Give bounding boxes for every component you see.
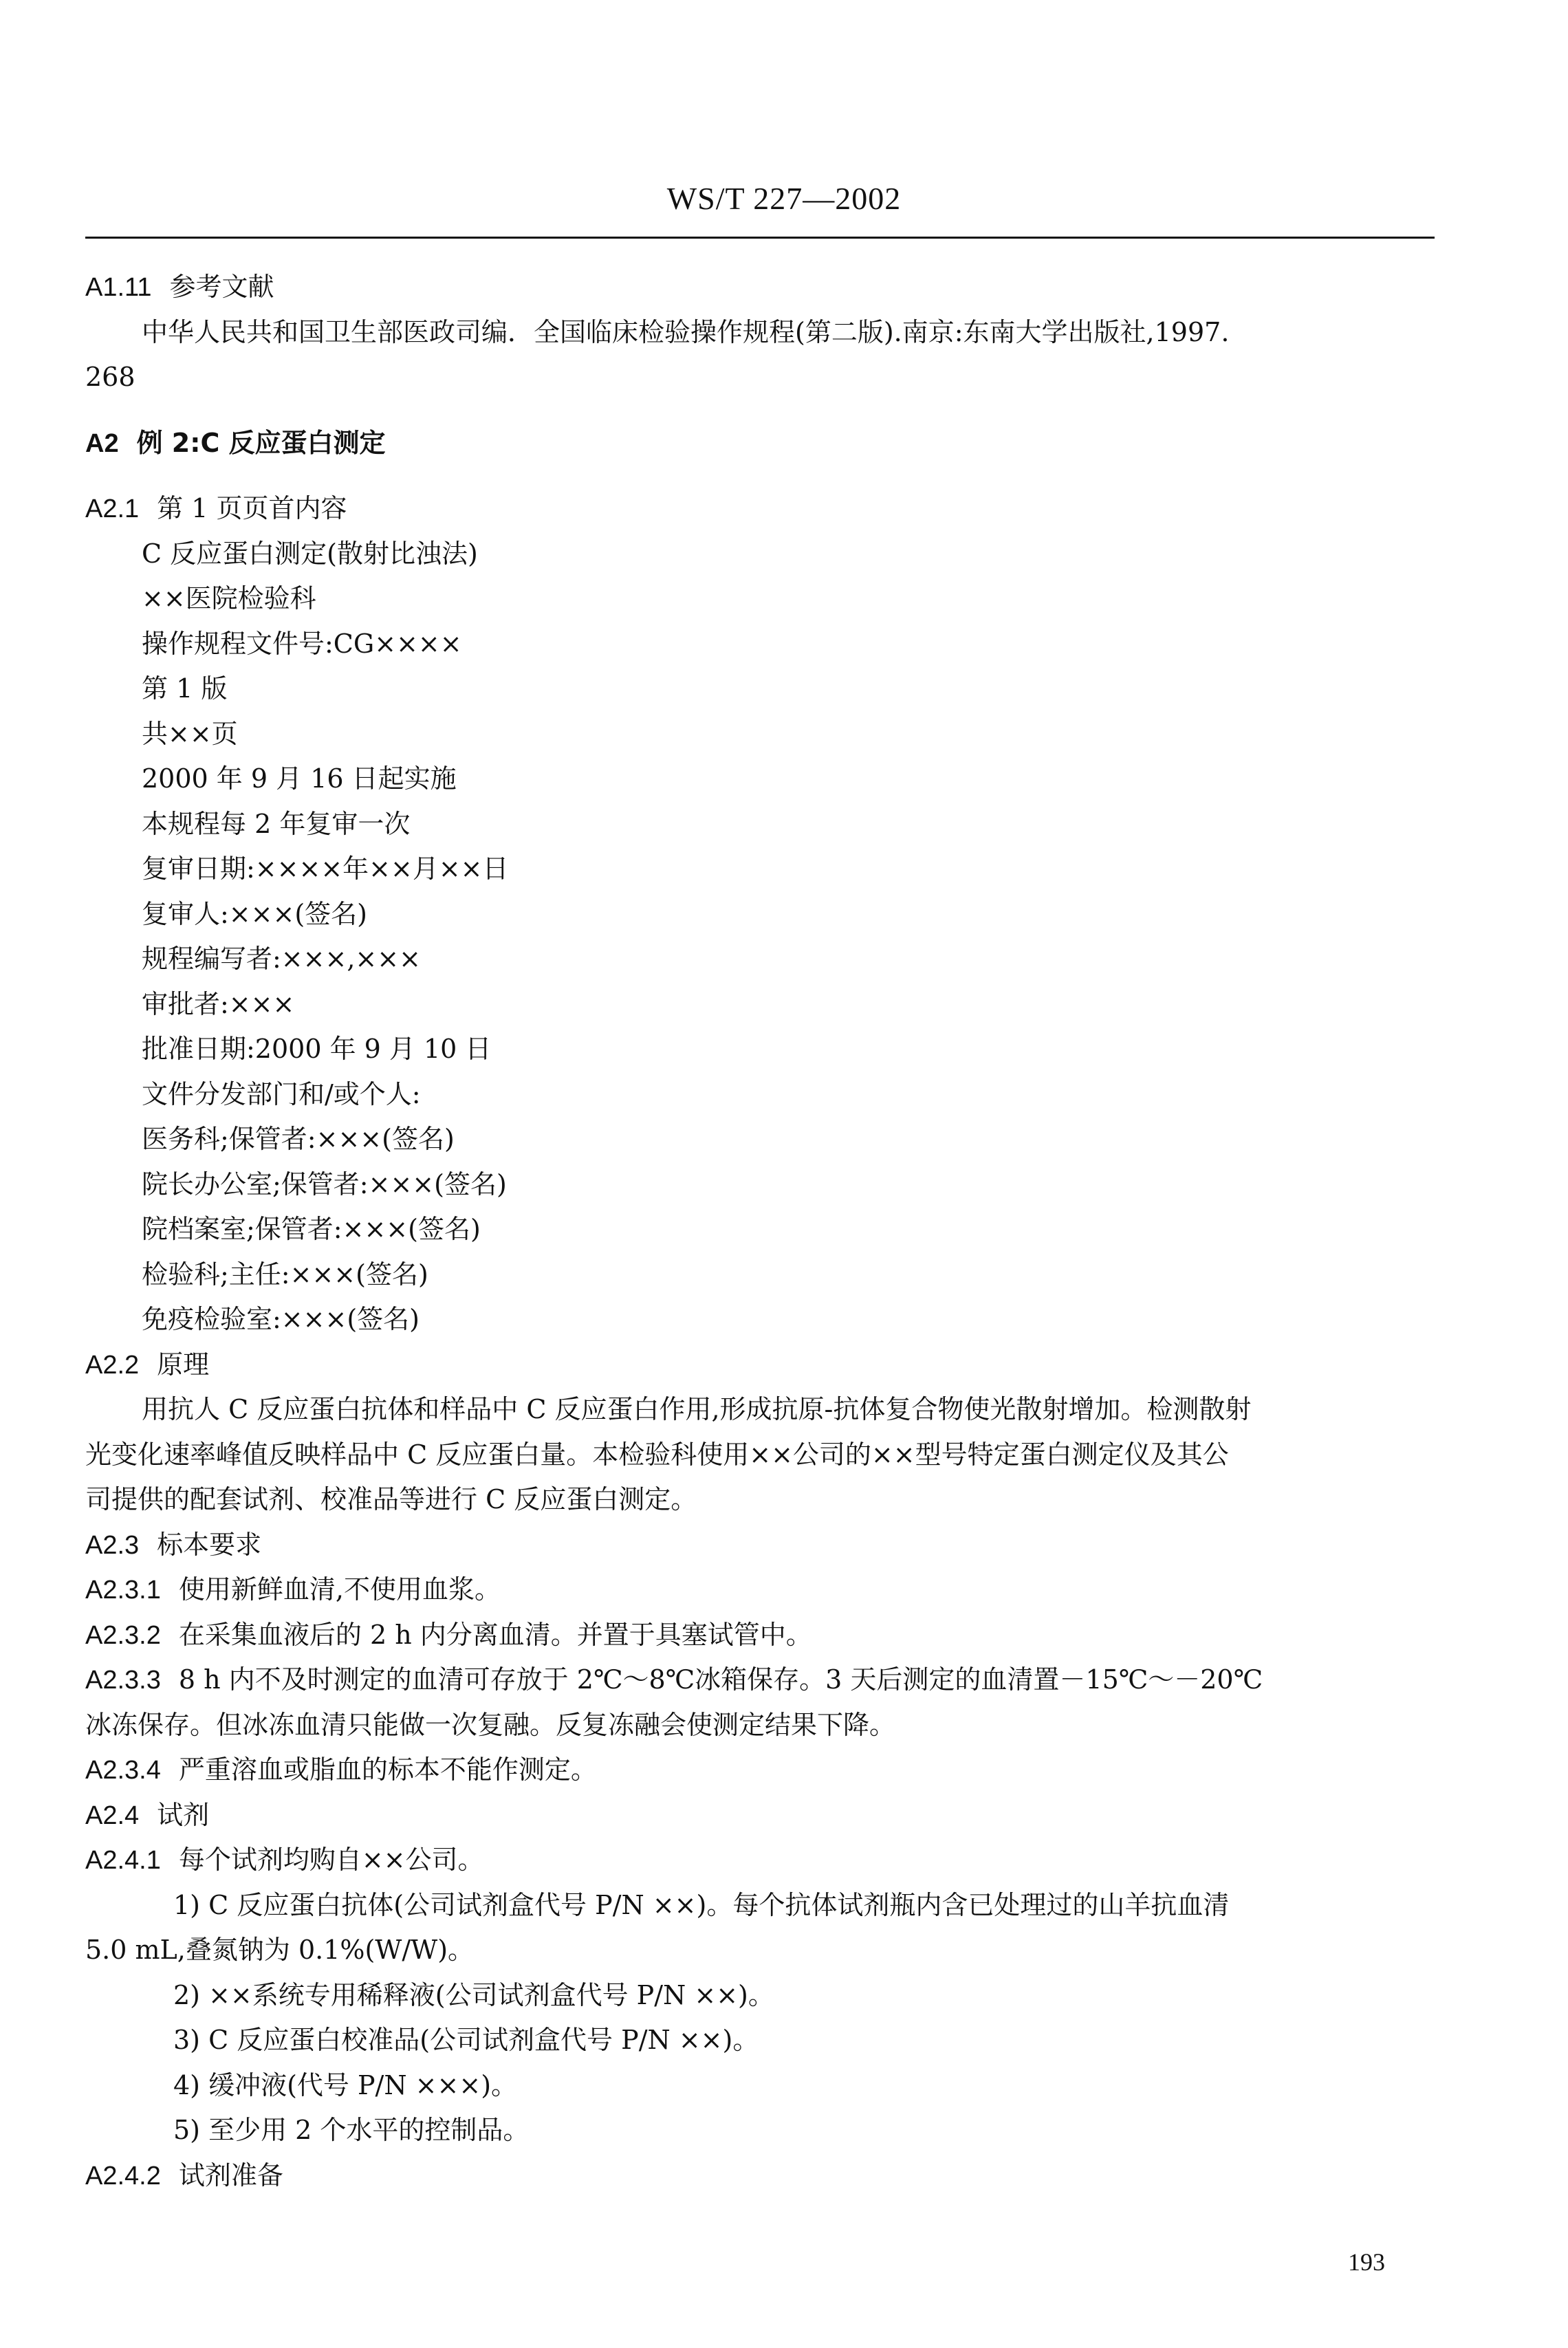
item-number: A2.3.4 <box>85 1756 161 1785</box>
section-number: A2.2 <box>85 1350 140 1380</box>
principle-line: 光变化速率峰值反映样品中 C 反应蛋白量。本检验科使用××公司的××型号特定蛋白测定仪及其公 <box>85 1439 1229 1470</box>
header-content-line: 医务科;保管者:×××(签名) <box>142 1124 455 1154</box>
header-content-line: C 反应蛋白测定(散射比浊法) <box>142 538 478 569</box>
section-title: 第 1 页页首内容 <box>157 493 347 523</box>
principle-line: 司提供的配套试剂、校准品等进行 C 反应蛋白测定。 <box>85 1484 697 1514</box>
header-content-line: 复审日期:××××年××月××日 <box>142 854 509 884</box>
principle-line: 用抗人 C 反应蛋白抗体和样品中 C 反应蛋白作用,形成抗原-抗体复合物使光散射增加。检测散射 <box>142 1394 1252 1424</box>
header-content-line: 2000 年 9 月 16 日起实施 <box>142 763 457 794</box>
section-a2-3-heading <box>85 1523 1435 1568</box>
standard-code-header: WS/T 227—2002 <box>666 181 902 216</box>
item-number: A2.3.3 <box>85 1666 161 1695</box>
header-content-line: 规程编写者:×××,××× <box>142 944 421 974</box>
header-content-line: 院档案室;保管者:×××(签名) <box>142 1214 481 1244</box>
section-number: A2.4 <box>85 1801 140 1830</box>
header-content-line: 第 1 版 <box>142 673 228 704</box>
header-content-line: 免疫检验室:×××(签名) <box>142 1304 420 1334</box>
section-a2-1-heading <box>85 486 1435 532</box>
header-divider <box>85 237 1435 239</box>
section-number: A1.11 <box>85 273 152 302</box>
page-content <box>85 265 1435 2198</box>
reagent-subsection <box>85 1838 1435 1883</box>
header-content-line: 复审人:×××(签名) <box>142 898 367 929</box>
section-a2-2-heading <box>85 1343 1435 1388</box>
item-number: A2.4.2 <box>85 2161 161 2191</box>
item-text: 每个试剂均购自××公司。 <box>178 1845 484 1875</box>
header-content-line: 检验科;主任:×××(签名) <box>142 1259 428 1290</box>
specimen-item <box>85 1567 1435 1613</box>
header-content-line: 批准日期:2000 年 9 月 10 日 <box>142 1034 492 1064</box>
reagent-item: 2) ××系统专用稀释液(公司试剂盒代号 P/N ××)。 <box>173 1979 774 2010</box>
section-number: A2 <box>85 428 119 458</box>
reference-line-cont: 268 <box>85 362 135 392</box>
item-text: 在采集血液后的 2 h 内分离血清。并置于具塞试管中。 <box>178 1619 812 1650</box>
item-number: A2.3.1 <box>85 1576 161 1605</box>
reference-line: 中华人民共和国卫生部医政司编．全国临床检验操作规程(第二版).南京:东南大学出版社,1997. <box>142 316 1230 347</box>
reagent-subsection <box>85 2153 1435 2199</box>
item-text: 试剂准备 <box>178 2160 283 2191</box>
section-title: 例 2:C 反应蛋白测定 <box>136 427 386 458</box>
section-a1-11-heading <box>85 265 1435 310</box>
item-text: 8 h 内不及时测定的血清可存放于 2℃～8℃冰箱保存。3 天后测定的血清置－15℃～－20℃ <box>178 1664 1263 1695</box>
specimen-item-cont: 冰冻保存。但冰冻血清只能做一次复融。反复冻融会使测定结果下降。 <box>85 1709 896 1740</box>
specimen-item <box>85 1613 1435 1658</box>
section-number: A2.1 <box>85 494 140 523</box>
section-title: 参考文献 <box>169 272 274 302</box>
header-content-line: 文件分发部门和/或个人: <box>142 1078 421 1109</box>
reagent-item: 1) C 反应蛋白抗体(公司试剂盒代号 P/N ××)。每个抗体试剂瓶内含已处理过的山羊抗血清 <box>173 1889 1230 1920</box>
section-title: 原理 <box>157 1349 210 1380</box>
section-number: A2.3 <box>85 1530 140 1560</box>
section-a2-4-heading <box>85 1793 1435 1838</box>
item-number: A2.4.1 <box>85 1846 161 1875</box>
header-content-line: 操作规程文件号:CG×××× <box>142 628 462 659</box>
item-text: 严重溶血或脂血的标本不能作测定。 <box>178 1754 597 1785</box>
specimen-item <box>85 1748 1435 1793</box>
header-content-line: ××医院检验科 <box>142 583 316 613</box>
item-text: 使用新鲜血清,不使用血浆。 <box>178 1574 501 1605</box>
section-title: 标本要求 <box>157 1529 262 1560</box>
header-content-line: 本规程每 2 年复审一次 <box>142 808 411 839</box>
reagent-item: 4) 缓冲液(代号 P/N ×××)。 <box>173 2069 518 2100</box>
header-content-line: 共××页 <box>142 718 238 749</box>
section-title: 试剂 <box>157 1799 210 1830</box>
item-number: A2.3.2 <box>85 1620 161 1650</box>
header-content-line: 院长办公室;保管者:×××(签名) <box>142 1168 507 1199</box>
reagent-item: 5) 至少用 2 个水平的控制品。 <box>173 2115 530 2145</box>
specimen-item <box>85 1657 1435 1703</box>
page-number: 193 <box>1348 2248 1385 2276</box>
reagent-item: 3) C 反应蛋白校准品(公司试剂盒代号 P/N ××)。 <box>173 2025 759 2055</box>
section-a2-heading <box>85 421 1435 466</box>
reagent-item-cont: 5.0 mL,叠氮钠为 0.1%(W/W)。 <box>85 1935 475 1965</box>
header-content-line: 审批者:××× <box>142 988 295 1019</box>
